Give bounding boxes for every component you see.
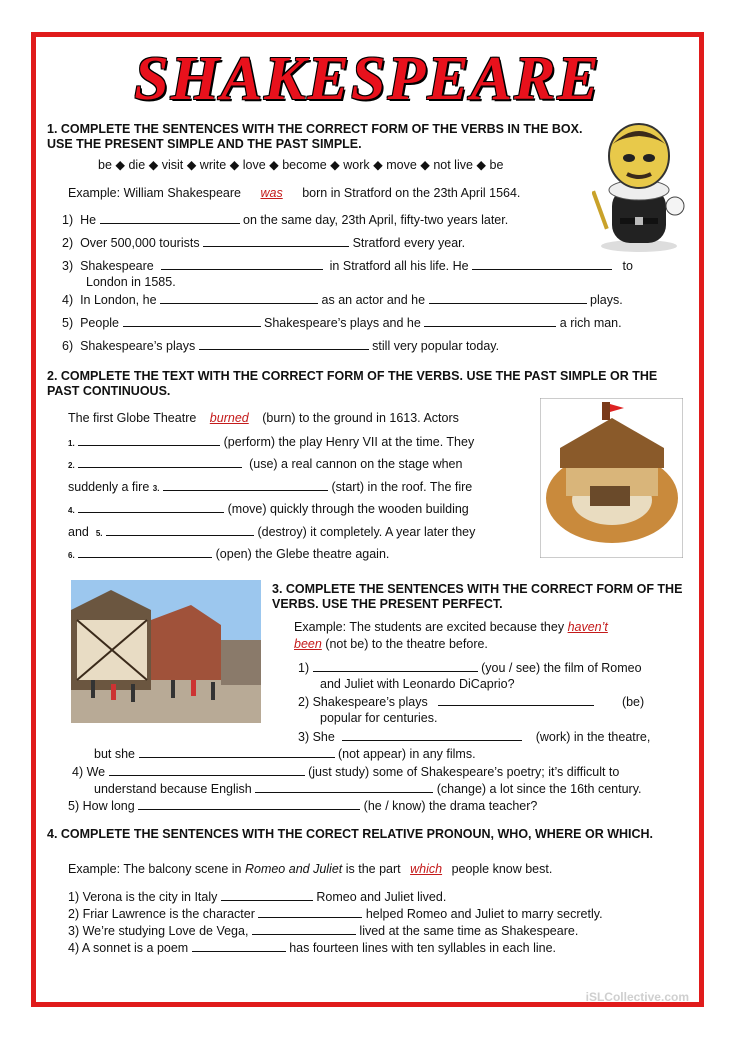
s2-line-0: The first Globe Theatre burned (burn) to the ground in 1613. Actors: [68, 411, 459, 425]
answer-blank[interactable]: [163, 479, 328, 491]
answer-blank[interactable]: [78, 501, 224, 513]
answer-blank[interactable]: [313, 660, 478, 672]
answer-blank[interactable]: [160, 292, 318, 304]
answer-blank[interactable]: [78, 434, 220, 446]
answer-blank[interactable]: [472, 258, 612, 270]
s3-item-1: 1) (you / see) the film of Romeo: [298, 661, 642, 675]
globe-theatre-image: [540, 398, 683, 558]
example-answer: which: [410, 862, 443, 876]
answer-blank[interactable]: [255, 781, 433, 793]
section-1-heading: 1. COMPLETE THE SENTENCES WITH THE CORRECT FORM OF THE VERBS IN THE BOX. USE THE PRESENT SIMPLE AND THE PAST SIMPLE.: [47, 122, 583, 151]
answer-blank[interactable]: [78, 546, 212, 558]
answer-blank[interactable]: [123, 315, 261, 327]
answer-blank[interactable]: [252, 923, 356, 935]
answer-blank[interactable]: [199, 338, 369, 350]
s2-line-3: suddenly a fire 3. (start) in the roof. The fire: [68, 480, 473, 494]
verb-box: be ◆ die ◆ visit ◆ write ◆ love ◆ become ◆ work ◆ move ◆ not live ◆ be: [98, 158, 504, 172]
section-3-heading: 3. COMPLETE THE SENTENCES WITH THE CORRECT FORM OF THE VERBS. USE THE PRESENT PERFECT.: [272, 582, 683, 611]
answer-blank[interactable]: [424, 315, 556, 327]
example-answer: was: [260, 186, 283, 200]
s2-line-6: 6. (open) the Glebe theatre again.: [68, 547, 390, 561]
s2-line-1: 1. (perform) the play Henry VII at the time. They: [68, 435, 475, 449]
page-title: SHAKESPEARE: [134, 45, 601, 113]
s3-example-line-1: Example: The students are excited because they haven’t: [294, 620, 608, 634]
answer-blank[interactable]: [192, 940, 286, 952]
answer-blank[interactable]: [221, 889, 313, 901]
s3-item-1-cont: and Juliet with Leonardo DiCaprio?: [320, 677, 515, 691]
s3-example-line-2: been (not be) to the theatre before.: [294, 637, 488, 651]
example-answer: haven’t: [567, 620, 608, 634]
answer-blank[interactable]: [429, 292, 587, 304]
answer-blank[interactable]: [139, 746, 335, 758]
answer-blank[interactable]: [258, 906, 362, 918]
answer-blank[interactable]: [100, 212, 240, 224]
s3-item-2-cont: popular for centuries.: [320, 711, 438, 725]
s2-line-5: and 5. (destroy) it completely. A year later they: [68, 525, 476, 539]
s1-item-5: 5) People Shakespeare’s plays and he a rich man.: [62, 316, 622, 330]
answer-blank[interactable]: [138, 798, 360, 810]
s4-item-3: 3) We’re studying Love de Vega, lived at the same time as Shakespeare.: [68, 924, 579, 938]
answer-blank[interactable]: [203, 235, 349, 247]
section-4-heading: 4. COMPLETE THE SENTENCES WITH THE CORECT RELATIVE PRONOUN, WHO, WHERE OR WHICH.: [47, 827, 654, 841]
example-answer: been: [294, 637, 322, 651]
s3-item-4: 4) We (just study) some of Shakespeare’s poetry; it’s difficult to: [72, 765, 620, 779]
answer-blank[interactable]: [78, 456, 242, 468]
answer-blank[interactable]: [109, 764, 305, 776]
s1-item-4: 4) In London, he as an actor and he plays.: [62, 293, 623, 307]
s4-item-1: 1) Verona is the city in Italy Romeo and Juliet lived.: [68, 890, 447, 904]
s1-item-6: 6) Shakespeare’s plays still very popular today.: [62, 339, 500, 353]
s3-item-3: 3) She (work) in the theatre,: [298, 730, 651, 744]
s3-item-5: 5) How long (he / know) the drama teacher?: [68, 799, 538, 813]
s1-item-2: 2) Over 500,000 tourists Stratford every year.: [62, 236, 466, 250]
s3-item-4-cont: understand because English (change) a lot since the 16th century.: [94, 782, 642, 796]
s3-item-2: 2) Shakespeare’s plays (be): [298, 695, 645, 709]
s4-example: Example: The balcony scene in Romeo and Juliet is the part which people know best.: [68, 862, 553, 876]
answer-blank[interactable]: [342, 729, 522, 741]
section-2-heading: 2. COMPLETE THE TEXT WITH THE CORRECT FORM OF THE VERBS. USE THE PAST SIMPLE OR THE PAST CONTINUOUS.: [47, 369, 658, 398]
answer-blank[interactable]: [106, 524, 254, 536]
stratford-street-photo: [71, 580, 261, 723]
s1-item-3: 3) Shakespeare in Stratford all his life. He to: [62, 259, 633, 273]
s3-item-3-cont: but she (not appear) in any films.: [94, 747, 476, 761]
example-answer: burned: [209, 411, 249, 425]
shakespeare-cartoon: [592, 118, 690, 253]
s4-item-4: 4) A sonnet is a poem has fourteen lines with ten syllables in each line.: [68, 941, 557, 955]
s1-item-1: 1) He on the same day, 23th April, fifty-two years later.: [62, 213, 509, 227]
s2-line-2: 2. (use) a real cannon on the stage when: [68, 457, 463, 471]
answer-blank[interactable]: [161, 258, 323, 270]
answer-blank[interactable]: [438, 694, 594, 706]
watermark: iSLCollective.com: [585, 990, 689, 1004]
s1-example: Example: William Shakespeare was born in Stratford on the 23th April 1564.: [68, 186, 521, 200]
s2-line-4: 4. (move) quickly through the wooden building: [68, 502, 469, 516]
s4-item-2: 2) Friar Lawrence is the character helped Romeo and Juliet to marry secretly.: [68, 907, 603, 921]
s1-item-3-cont: London in 1585.: [86, 275, 176, 289]
